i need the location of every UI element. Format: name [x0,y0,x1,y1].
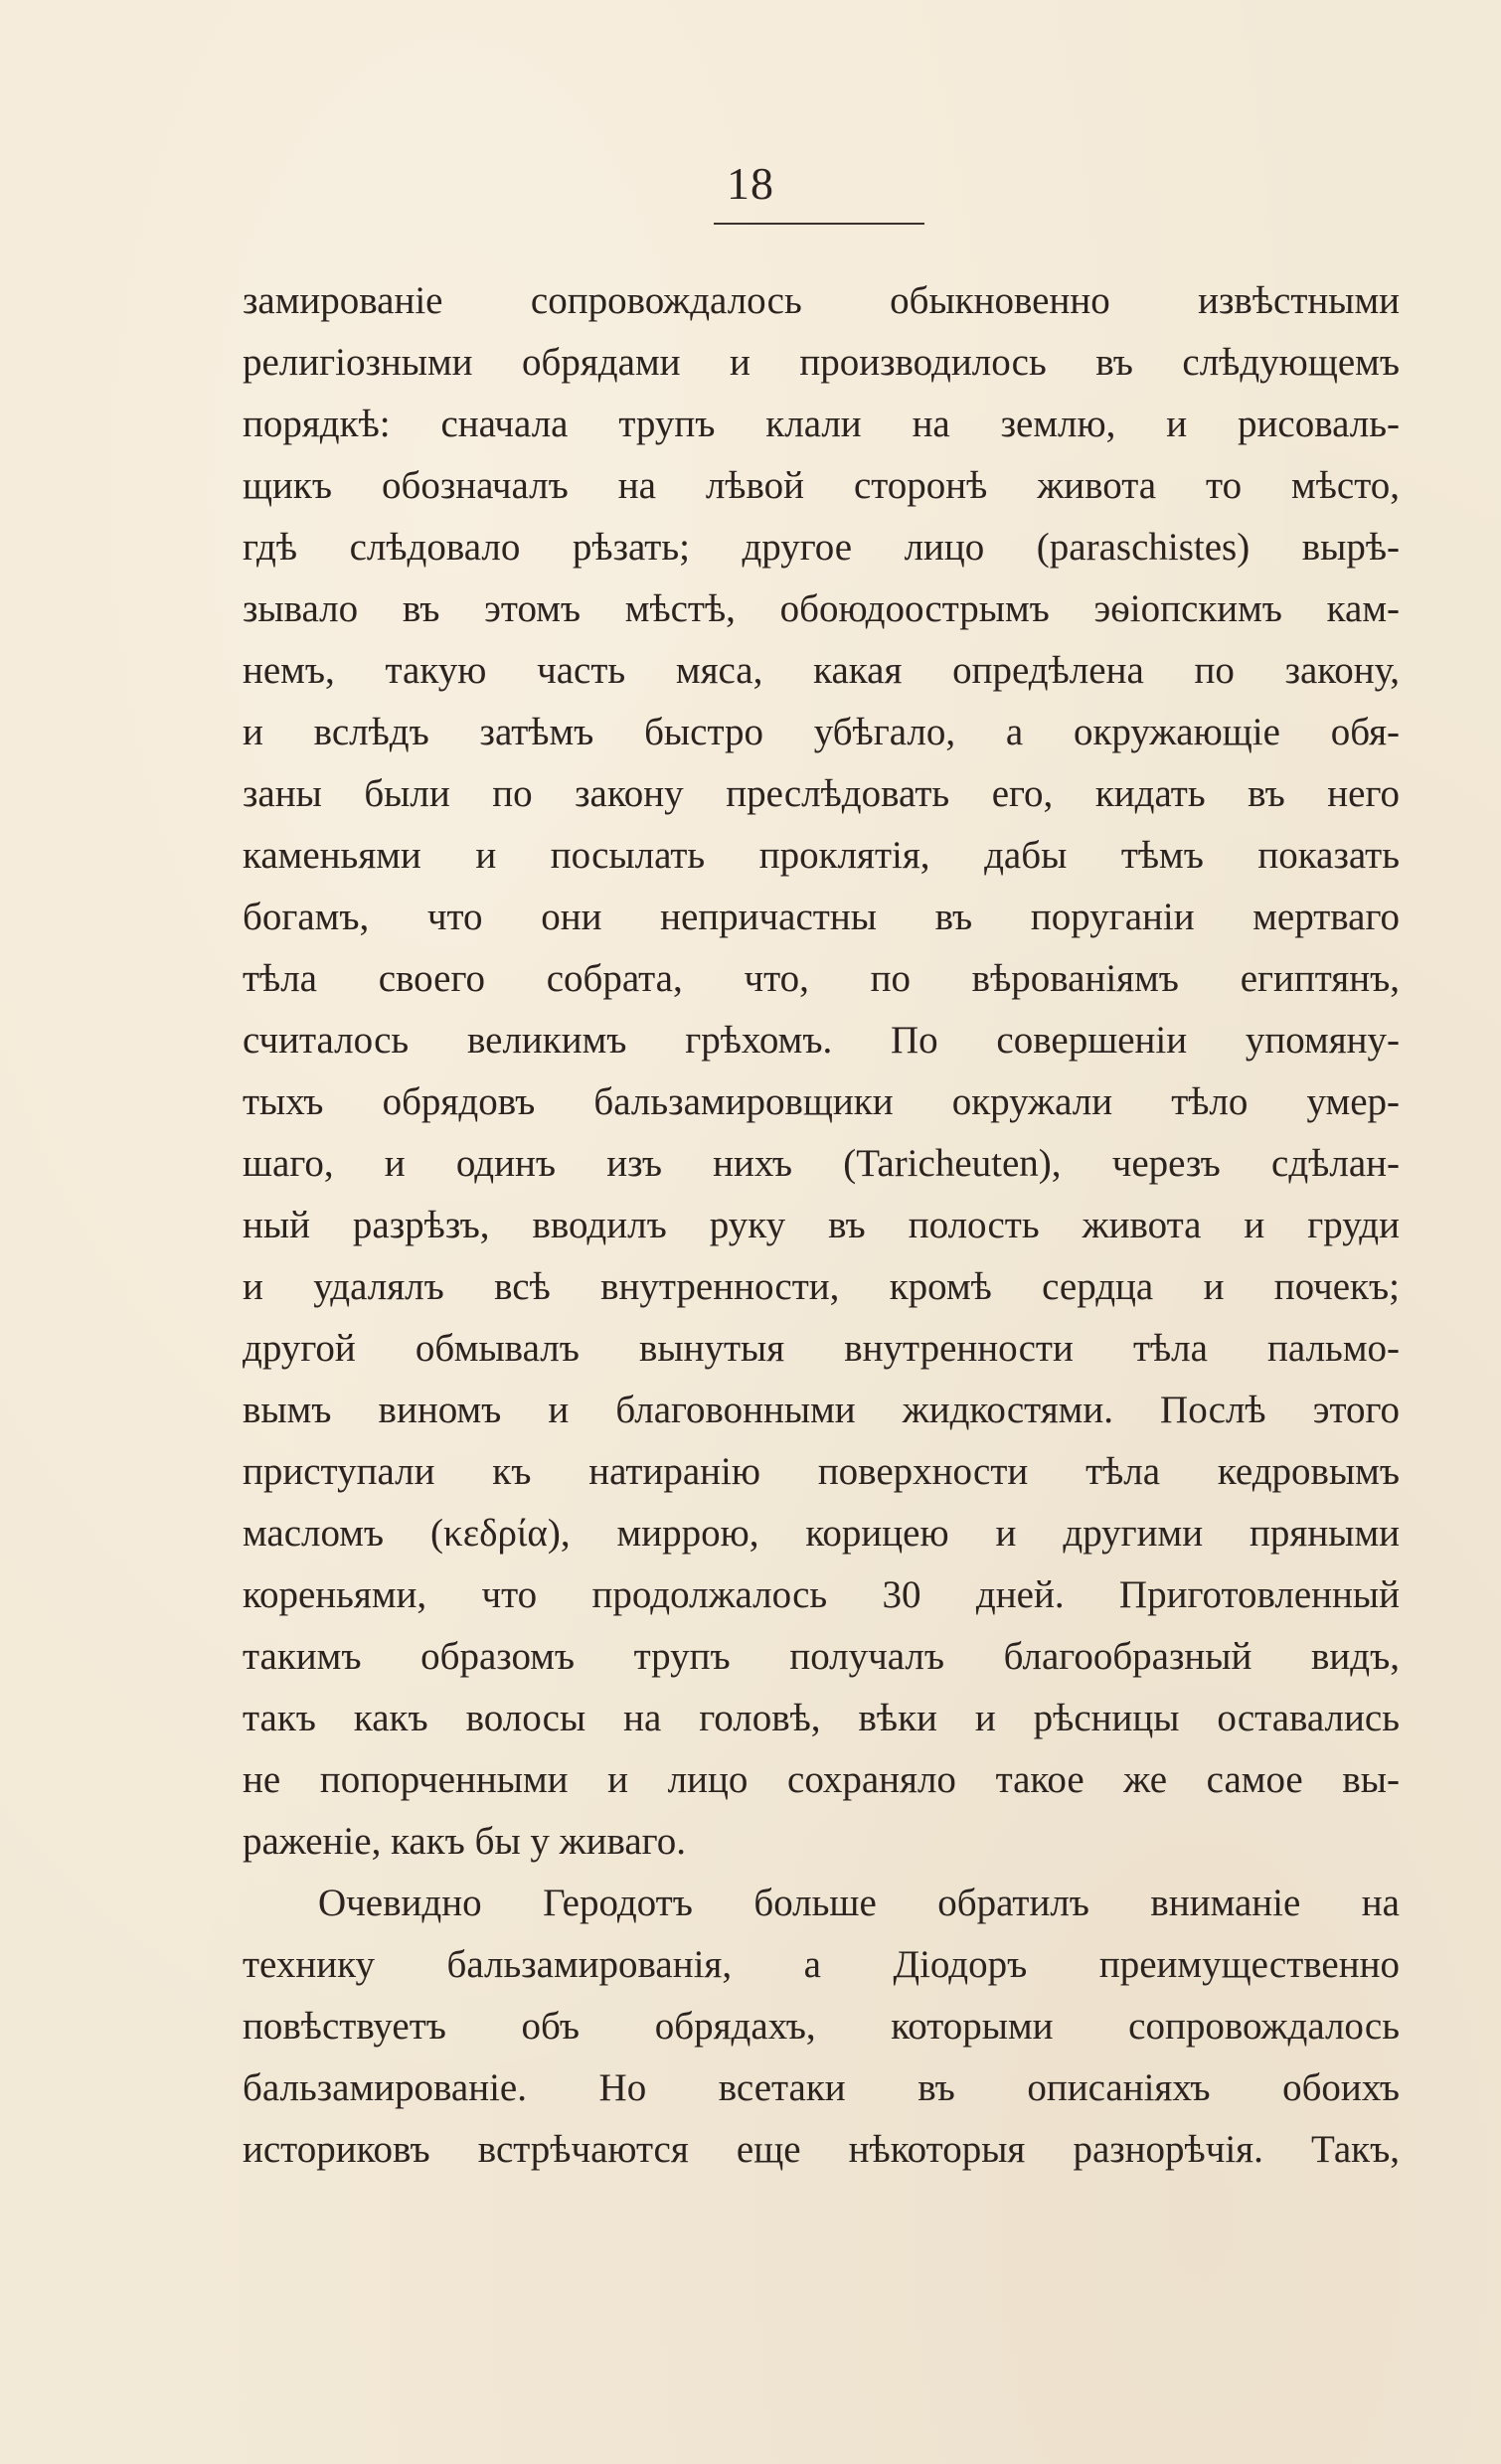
text-line: зывало въ этомъ мѣстѣ, обоюдоострымъ эѳіопскимъ кам- [243,587,1400,630]
text-line: щикъ обозначалъ на лѣвой сторонѣ живота то мѣсто, [243,464,1400,507]
paragraph [243,1873,1400,2181]
page-number: 18 [727,158,774,209]
text-line: религіозными обрядами и производилось въ слѣдующемъ [243,341,1400,384]
text-line: богамъ, что они непричастны въ поруганіи мертваго [243,896,1400,938]
text-line: порядкѣ: сначала трупъ клали на землю, и рисоваль- [243,403,1400,445]
text-line: гдѣ слѣдовало рѣзать; другое лицо (paraschistes) вырѣ- [243,526,1400,569]
text-line: технику бальзамированія, а Діодоръ преимущественно [243,1943,1400,1986]
text-line: тыхъ обрядовъ бальзамировщики окружали тѣло умер- [243,1080,1400,1123]
text-line: замированіе сопровождалось обыкновенно извѣстными [243,279,1400,322]
text-line: историковъ встрѣчаются еще нѣкоторыя разнорѣчія. Такъ, [243,2128,1400,2171]
body-text [243,270,1400,2181]
text-line: вымъ виномъ и благовонными жидкостями. Послѣ этого [243,1389,1400,1431]
text-line: и удалялъ всѣ внутренности, кромѣ сердца и почекъ; [243,1265,1400,1308]
text-line: и вслѣдъ затѣмъ быстро убѣгало, а окружающіе обя- [243,711,1400,753]
text-line: кореньями, что продолжалось 30 дней. Приготовленный [243,1573,1400,1616]
text-line: раженіе, какъ бы у живаго. [243,1820,686,1863]
text-line: тѣла своего собрата, что, по вѣрованіямъ египтянъ, [243,957,1400,1000]
text-line: такимъ образомъ трупъ получалъ благообразный видъ, [243,1635,1400,1678]
text-line: заны были по закону преслѣдовать его, кидать въ него [243,772,1400,815]
text-line: такъ какъ волосы на головѣ, вѣки и рѣсницы оставались [243,1697,1400,1739]
text-line: приступали къ натиранію поверхности тѣла кедровымъ [243,1450,1400,1493]
text-line: ный разрѣзъ, вводилъ руку въ полость живота и груди [243,1204,1400,1246]
text-line: считалось великимъ грѣхомъ. По совершеніи упомяну- [243,1019,1400,1062]
paragraph [243,270,1400,1873]
text-line: немъ, такую часть мяса, какая опредѣлена по закону, [243,649,1400,692]
text-line: масломъ (κεδρία), миррою, корицею и другими пряными [243,1512,1400,1555]
text-line: бальзамированіе. Но всетаки въ описаніяхъ обоихъ [243,2066,1400,2109]
text-line: другой обмывалъ вынутыя внутренности тѣла пальмо- [243,1327,1400,1370]
text-line: Очевидно Геродотъ больше обратилъ вниманіе на [318,1882,1400,1924]
text-line: каменьями и посылать проклятія, дабы тѣмъ показать [243,834,1400,877]
header-rule [714,223,924,225]
text-line: шаго, и одинъ изъ нихъ (Taricheuten), черезъ сдѣлан- [243,1142,1400,1185]
text-line: не попорченными и лицо сохраняло такое же самое вы- [243,1758,1400,1801]
text-line: повѣствуетъ объ обрядахъ, которыми сопровождалось [243,2005,1400,2048]
